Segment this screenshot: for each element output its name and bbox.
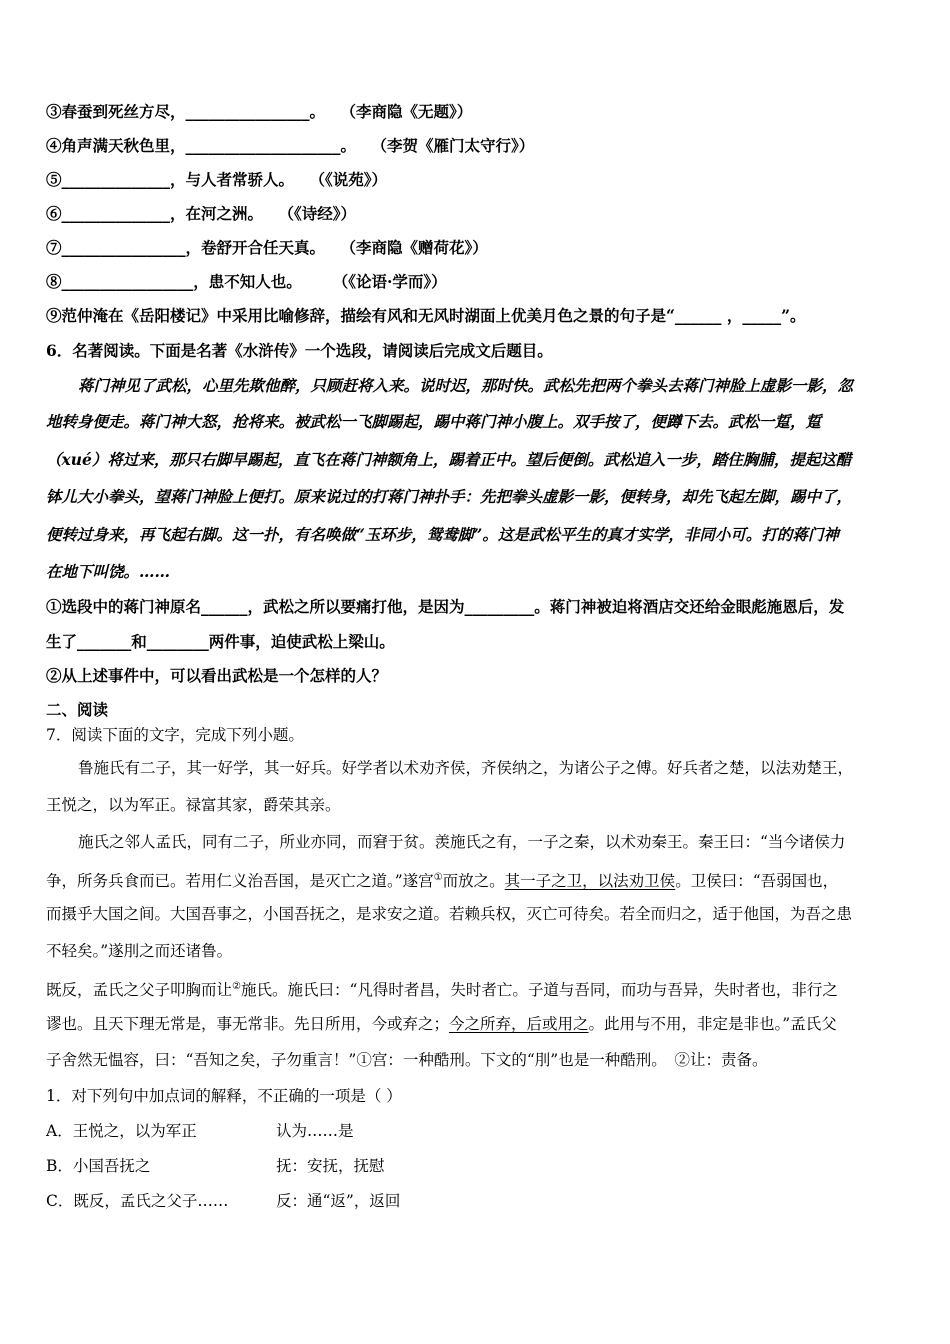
classical-p2-line4: 不轻矣。”遂刖之而还诸鲁。 xyxy=(46,942,233,960)
underlined-sentence: 其一子之卫，以法劝卫侯 xyxy=(504,872,676,891)
option-label: B．小国吾抚之 xyxy=(46,1157,151,1175)
footnote-mark: ② xyxy=(232,981,241,992)
text-span: 。卫侯曰：“吾弱国也， xyxy=(675,872,839,891)
passage-line: 在地下叫饶。…… xyxy=(46,562,171,581)
text-span: 谬也。且天下理无常是，事无常非。先日所用，今或弃之； xyxy=(46,1015,450,1033)
passage-line: 钵儿大小拳头，望蒋门神脸上便打。原来说过的打蒋门神扑手：先把拳头虚影一影，便转身，却先飞起左脚，踢中了， xyxy=(46,487,853,506)
footnote-mark: ① xyxy=(433,872,443,883)
passage-line: 地转身便走。蒋门神大怒，抢将来。被武松一飞脚踢起，踢中蒋门神小腹上。双手按了，便蹲下去。武松一踅，踅 xyxy=(46,412,822,431)
option-label: C．既反，孟氏之父子…… xyxy=(46,1192,229,1210)
classical-p3-line1 xyxy=(46,977,838,1000)
classical-p3-line3: 子舍然无愠容，曰：“吾知之矣，子勿重言！”①宫：一种酷刑。下文的“刖”也是一种酷刑。 ②让：责备。 xyxy=(46,1051,768,1069)
text-span: 争，所务兵食而已。若用仁义治吾国，是灭亡之道。”遂宫 xyxy=(46,872,434,891)
section-heading: 二、阅读 xyxy=(46,700,109,719)
option-explanation: 认为……是 xyxy=(276,1122,354,1140)
mc-question-stem: 1．对下列句中加点词的解释，不正确的一项是（ ） xyxy=(46,1087,402,1105)
q6-sub2: ②从上述事件中，可以看出武松是一个怎样的人？ xyxy=(46,666,388,685)
classical-p1-line2: 王悦之，以为军正。禄富其家，爵荣其亲。 xyxy=(46,796,341,814)
poem-item-8: ⑧_________________，患不知人也。 （《论语·学而》） xyxy=(46,272,447,291)
poem-item-6: ⑥______________，在河之洲。 （《诗经》） xyxy=(46,204,357,223)
passage-line: 便转过身来，再飞起右脚。这一扑，有名唤做“玉环步，鸳鸯脚”。这是武松平生的真才实学，非同小可。打的蒋门神 xyxy=(46,525,839,544)
option-explanation: 反：通“返”，返回 xyxy=(276,1192,401,1210)
q6-title: 6．名著阅读。下面是名著《水浒传》一个选段，请阅读后完成文后题目。 xyxy=(46,341,553,360)
underlined-sentence: 今之所弃，后或用之 xyxy=(449,1015,589,1033)
q6-sub1-line2: 生了_______和________两件事，迫使武松上梁山。 xyxy=(46,632,395,651)
classical-p3-line2 xyxy=(46,1014,837,1034)
poem-item-7: ⑦________________，卷舒开合任天真。 （李商隐《赠荷花》） xyxy=(46,238,488,257)
q7-title: 7．阅读下面的文字，完成下列小题。 xyxy=(46,726,304,744)
text-span: 既反，孟氏之父子叩胸而让 xyxy=(46,981,233,1000)
passage-line: 蒋门神见了武松，心里先欺他醉，只顾赶将入来。说时迟，那时快。武松先把两个拳头去蒋门神脸上虚影一影，忽 xyxy=(78,376,854,395)
poem-item-3: ③春蚕到死丝方尽，________________。 （李商隐《无题》） xyxy=(46,102,473,121)
classical-p2-line3: 而摄乎大国之间。大国吾事之，小国吾抚之，是求安之道。若赖兵权，灭亡可待矣。若全而归之，适于他国，为吾之患 xyxy=(46,905,853,923)
classical-p2-line1: 施氏之邻人孟氏，同有二子，所业亦同，而窘于贫。羡施氏之有，一子之秦，以术劝秦王。秦王曰：“当今诸侯力 xyxy=(78,833,846,851)
text-span: 。此用与不用，非定是非也。”孟氏父 xyxy=(588,1015,837,1033)
option-explanation: 抚：安抚，抚慰 xyxy=(276,1157,385,1175)
text-span: 而放之。 xyxy=(442,872,505,891)
poem-item-5: ⑤______________，与人者常骄人。 （《说苑》） xyxy=(46,170,388,189)
option-label: A．王悦之，以为军正 xyxy=(46,1122,197,1140)
poem-item-9: ⑨范仲淹在《岳阳楼记》中采用比喻修辞，描绘有风和无风时湖面上优美月色之景的句子是“______ ，_____”。 xyxy=(46,306,806,325)
text-span: 施氏。施氏曰：“凡得时者昌，失时者亡。子道与吾同，而功与吾异，失时者也，非行之 xyxy=(240,981,838,1000)
q6-sub1-line1: ①选段中的蒋门神原名______，武松之所以要痛打他，是因为_________。蒋门神被迫将酒店交还给金眼彪施恩后，发 xyxy=(46,597,845,616)
classical-p2-line2 xyxy=(46,868,838,891)
poem-item-4: ④角声满天秋色里，____________________。 （李贺《雁门太守行》） xyxy=(46,136,535,155)
passage-line: （xué）将过来，那只右脚早踢起，直飞在蒋门神额角上，踢着正中。望后便倒。武松追入一步，踏住胸脯，提起这醋 xyxy=(46,450,852,469)
classical-p1-line1: 鲁施氏有二子，其一好学，其一好兵。好学者以术劝齐侯，齐侯纳之，为诸公子之傅。好兵者之楚，以法劝楚王， xyxy=(78,759,854,777)
